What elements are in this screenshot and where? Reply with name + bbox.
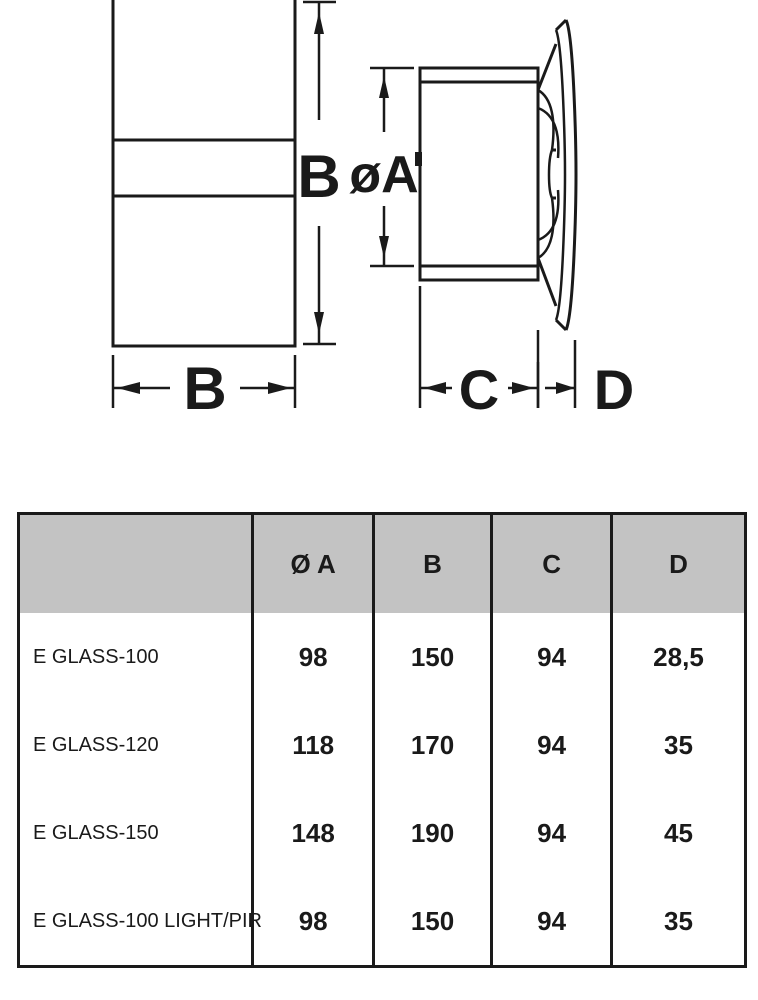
cell-d: 45: [611, 789, 744, 877]
table-header-row: [20, 515, 744, 613]
front-outline: [113, 0, 295, 346]
side-body: [420, 68, 538, 280]
cell-b: 150: [373, 613, 491, 701]
cell-model: E GLASS-150: [20, 789, 253, 877]
header-cell-d: D: [611, 515, 744, 613]
drawing-svg: [0, 0, 758, 470]
specification-table: [17, 512, 747, 968]
table-row: [20, 701, 744, 789]
arrow-a-up: [379, 76, 389, 98]
cell-d: 35: [611, 877, 744, 965]
arrow-right: [268, 382, 291, 394]
side-diameter-label: øA: [349, 146, 419, 204]
cell-c: 94: [492, 877, 612, 965]
glass-bottom-edge: [556, 320, 566, 330]
arrow-up: [314, 12, 324, 34]
header-cell-b: B: [373, 515, 491, 613]
technical-drawing: [0, 0, 758, 470]
glass-plate-inner: [556, 30, 565, 320]
arrow-down: [314, 312, 324, 334]
cell-a: 118: [253, 701, 373, 789]
cell-a: 98: [253, 613, 373, 701]
table-row: [20, 789, 744, 877]
cell-b: 190: [373, 789, 491, 877]
table-body: [20, 613, 744, 965]
side-view: [415, 20, 576, 330]
blade-support-bottom: [538, 258, 556, 306]
depth-d-dimension: [538, 340, 575, 408]
arrow-d-right: [556, 382, 575, 394]
header-cell-a: Ø A: [253, 515, 373, 613]
blade-support-top: [538, 44, 556, 90]
cell-a: 98: [253, 877, 373, 965]
arrow-left: [117, 382, 140, 394]
depth-d-label: D: [593, 358, 635, 421]
arrow-c-right: [512, 382, 534, 394]
cell-b: 170: [373, 701, 491, 789]
table-head: [20, 515, 744, 613]
cell-d: 35: [611, 701, 744, 789]
cell-c: 94: [492, 613, 612, 701]
cell-b: 150: [373, 877, 491, 965]
cell-d: 28,5: [611, 613, 744, 701]
header-cell-c: C: [492, 515, 612, 613]
front-view: [113, 0, 295, 346]
cell-model: E GLASS-100 LIGHT/PIR: [20, 877, 253, 965]
glass-top-edge: [556, 20, 566, 30]
front-height-label: B: [297, 143, 341, 210]
table-row: [20, 877, 744, 965]
cell-a: 148: [253, 789, 373, 877]
cell-model: E GLASS-120: [20, 701, 253, 789]
cell-c: 94: [492, 701, 612, 789]
blade-hub: [549, 150, 552, 198]
table-row: [20, 613, 744, 701]
arrow-c-left: [424, 382, 446, 394]
spec-table-element: [20, 515, 744, 965]
cell-c: 94: [492, 789, 612, 877]
depth-c-label: C: [458, 358, 500, 421]
glass-plate-outer: [566, 20, 576, 330]
cell-model: E GLASS-100: [20, 613, 253, 701]
arrow-a-down: [379, 236, 389, 258]
header-cell-name: [20, 515, 253, 613]
front-width-label: B: [183, 355, 227, 422]
